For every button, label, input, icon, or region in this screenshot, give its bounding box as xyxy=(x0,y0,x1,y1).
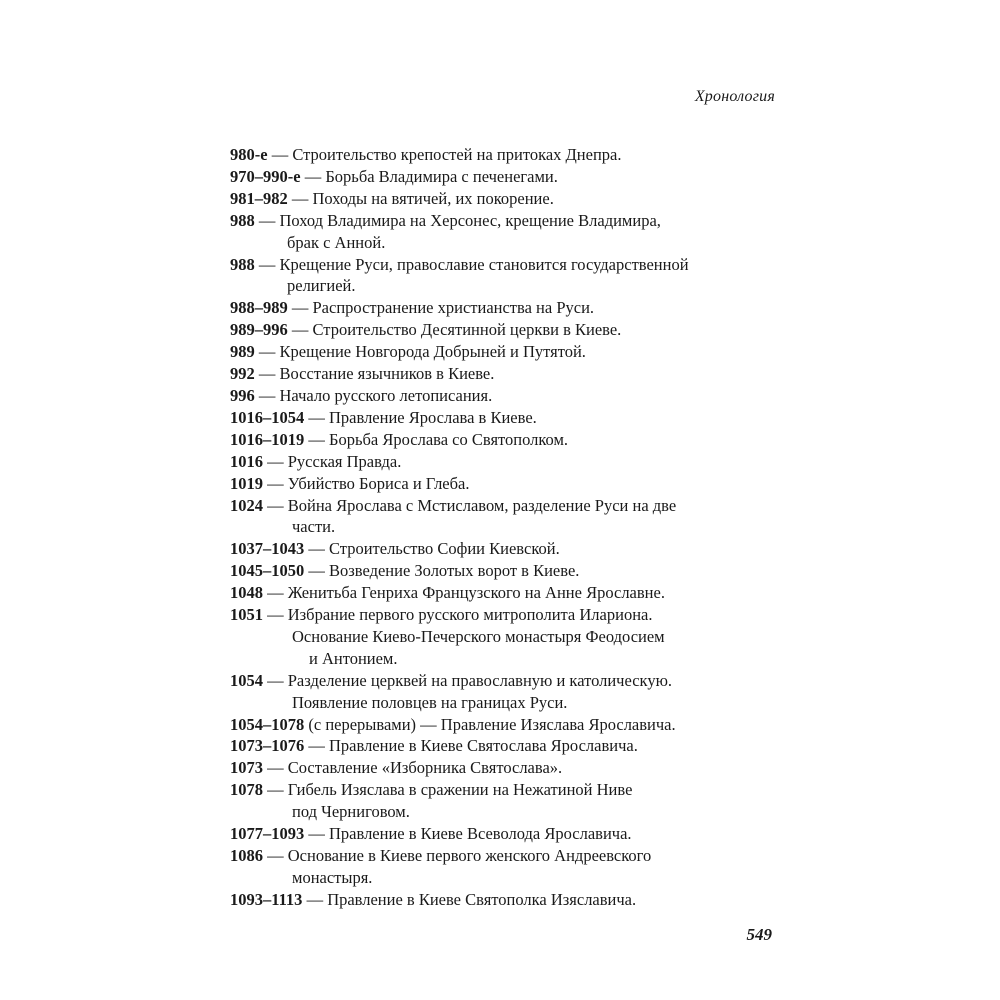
entry-text: Война Ярослава с Мстиславом, разделение Руси на две xyxy=(287,495,677,515)
entry-continuation: брак с Анной. xyxy=(287,232,386,252)
entry-text: Правление в Киеве Святополка Изяславича. xyxy=(327,889,637,909)
chronology-entry xyxy=(230,451,750,473)
chronology-list xyxy=(230,144,750,911)
entry-date: 1016 xyxy=(230,451,263,471)
entry-continuation: и Антонием. xyxy=(309,648,398,668)
entry-text: Составление «Изборника Святослава». xyxy=(287,758,563,778)
entry-date: 1073–1076 xyxy=(230,736,305,756)
chronology-entry xyxy=(230,429,750,451)
entry-separator: — xyxy=(263,473,288,493)
entry-separator: — xyxy=(304,429,329,449)
entry-separator: — xyxy=(263,846,288,865)
entry-continuation: монастыря. xyxy=(292,867,373,887)
chronology-entry xyxy=(230,889,750,911)
chronology-entry xyxy=(230,166,750,188)
chronology-entry xyxy=(230,779,750,823)
entry-separator: — xyxy=(254,364,280,384)
entry-separator: — xyxy=(263,495,288,515)
chronology-entry xyxy=(230,210,750,254)
entry-separator: — xyxy=(304,736,329,756)
entry-separator: — xyxy=(263,670,288,690)
running-head-title: Хронология xyxy=(694,88,775,105)
entry-date: 1045–1050 xyxy=(230,561,305,581)
entry-date: 989 xyxy=(230,342,255,362)
entry-date: 1016–1054 xyxy=(230,407,305,427)
entry-text: Строительство Десятинной церкви в Киеве. xyxy=(312,320,622,340)
chronology-entry xyxy=(230,341,750,363)
entry-separator: — xyxy=(254,385,280,405)
entry-separator: — xyxy=(263,583,288,603)
entry-text: Женитьба Генриха Французского на Анне Ярославне. xyxy=(287,583,665,603)
entry-date: 1048 xyxy=(230,583,263,603)
entry-date: 1037–1043 xyxy=(230,539,305,559)
entry-date: 988 xyxy=(230,254,255,274)
chronology-entry xyxy=(230,582,750,604)
entry-text: Избрание первого русского митрополита Илариона. xyxy=(287,605,653,625)
entry-text: Крещение Новгорода Добрыней и Путятой. xyxy=(279,342,586,362)
entry-text: (с перерывами) — Правление Изяслава Ярославича. xyxy=(308,714,676,734)
entry-separator: — xyxy=(263,758,288,778)
entry-text: Восстание язычников в Киеве. xyxy=(279,364,495,384)
entry-separator: — xyxy=(287,188,313,208)
chronology-entry xyxy=(230,823,750,845)
chronology-entry xyxy=(230,385,750,407)
entry-text: Борьба Ярослава со Святополком. xyxy=(329,429,569,449)
entry-separator: — xyxy=(263,451,288,471)
entry-separator: — xyxy=(287,320,313,340)
entry-separator: — xyxy=(254,254,280,274)
entry-separator: — xyxy=(304,539,329,559)
entry-date: 1078 xyxy=(230,780,263,800)
entry-text: Гибель Изяслава в сражении на Нежатиной Ниве xyxy=(287,780,633,800)
entry-date: 1054 xyxy=(230,670,263,690)
entry-text: Правление в Киеве Святослава Ярославича. xyxy=(329,736,638,756)
entry-text: Возведение Золотых ворот в Киеве. xyxy=(329,561,580,581)
entry-text: Распространение христианства на Руси. xyxy=(312,298,595,318)
entry-date: 988–989 xyxy=(230,298,288,318)
entry-continuation: Основание Киево-Печерского монастыря Феодосием xyxy=(292,626,665,646)
entry-text: Крещение Руси, православие становится государственной xyxy=(279,254,689,274)
entry-date: 1024 xyxy=(230,495,263,515)
chronology-entry xyxy=(230,735,750,757)
entry-separator: — xyxy=(263,780,288,800)
chronology-entry xyxy=(230,845,750,889)
chronology-entry xyxy=(230,648,750,670)
entry-separator: — xyxy=(304,407,329,427)
entry-separator: — xyxy=(304,561,329,581)
entry-separator: — xyxy=(263,605,288,625)
entry-separator: — xyxy=(302,889,328,909)
entry-text: Русская Правда. xyxy=(287,451,402,471)
entry-separator: — xyxy=(254,342,280,362)
entry-text: Основание в Киеве первого женского Андреевского xyxy=(287,846,652,865)
chronology-entry xyxy=(230,254,750,298)
entry-date: 988 xyxy=(230,210,255,230)
entry-separator: — xyxy=(267,145,293,164)
entry-continuation: Появление половцев на границах Руси. xyxy=(292,692,568,712)
entry-date: 970–990-е xyxy=(230,166,301,186)
entry-text: Убийство Бориса и Глеба. xyxy=(287,473,470,493)
entry-date: 1051 xyxy=(230,605,263,625)
entry-text: Правление Ярослава в Киеве. xyxy=(329,407,537,427)
entry-date: 1093–1113 xyxy=(230,889,303,909)
entry-date: 1019 xyxy=(230,473,263,493)
entry-continuation: религией. xyxy=(287,276,356,296)
entry-separator: — xyxy=(304,824,329,844)
entry-separator: — xyxy=(254,210,280,230)
entry-text: Строительство крепостей на притоках Днепра. xyxy=(292,145,622,164)
entry-date: 980-е xyxy=(230,145,268,164)
chronology-entry xyxy=(230,363,750,385)
chronology-entry xyxy=(230,538,750,560)
entry-text: Начало русского летописания. xyxy=(279,385,493,405)
entry-date: 1073 xyxy=(230,758,263,778)
entry-text: Поход Владимира на Херсонес, крещение Владимира, xyxy=(279,210,661,230)
chronology-entry xyxy=(230,495,750,539)
chronology-entry xyxy=(230,407,750,429)
chronology-entry xyxy=(230,714,750,736)
entry-date: 981–982 xyxy=(230,188,288,208)
entry-text: Правление в Киеве Всеволода Ярославича. xyxy=(329,824,632,844)
entry-date: 1077–1093 xyxy=(230,824,305,844)
chronology-entry xyxy=(230,757,750,779)
entry-separator: — xyxy=(300,166,326,186)
entry-date: 989–996 xyxy=(230,320,288,340)
chronology-entry xyxy=(230,188,750,210)
entry-date: 996 xyxy=(230,385,255,405)
entry-text: Разделение церквей на православную и католическую. xyxy=(287,670,673,690)
chronology-entry xyxy=(230,560,750,582)
chronology-entry xyxy=(230,604,750,648)
chronology-entry xyxy=(230,319,750,341)
entry-text: Борьба Владимира с печенегами. xyxy=(325,166,558,186)
entry-date: 1054–1078 xyxy=(230,714,305,734)
entry-date: 992 xyxy=(230,364,255,384)
chronology-entry xyxy=(230,670,750,714)
entry-date: 1086 xyxy=(230,846,263,865)
entry-continuation: части. xyxy=(292,517,336,537)
chronology-entry xyxy=(230,473,750,495)
page-number: 549 xyxy=(746,925,772,944)
entry-date: 1016–1019 xyxy=(230,429,305,449)
chronology-entry xyxy=(230,144,750,166)
entry-continuation: под Черниговом. xyxy=(292,802,410,822)
entry-text: Походы на вятичей, их покорение. xyxy=(312,188,554,208)
entry-text: Строительство Софии Киевской. xyxy=(329,539,560,559)
chronology-entry xyxy=(230,297,750,319)
entry-separator: — xyxy=(287,298,313,318)
